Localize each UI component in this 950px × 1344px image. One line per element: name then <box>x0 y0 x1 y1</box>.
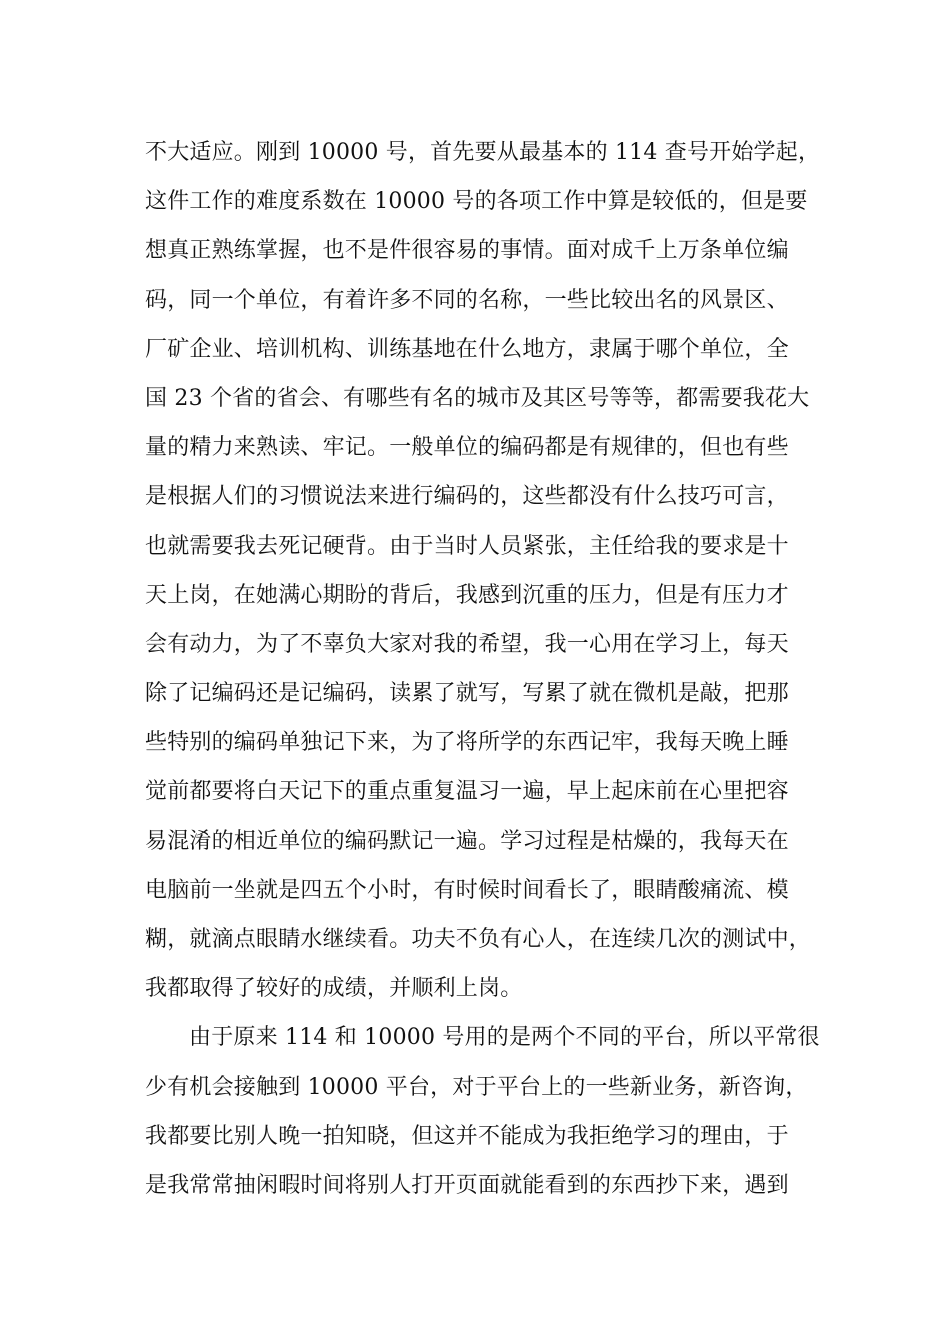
text-line: 也就需要我去死记硬背。由于当时人员紧张，主任给我的要求是十 <box>145 533 789 559</box>
text-line: 我都要比别人晚一拍知晓，但这并不能成为我拒绝学习的理由，于 <box>145 1123 789 1149</box>
text-line: 些特别的编码单独记下来，为了将所学的东西记牢，我每天晚上睡 <box>145 730 789 756</box>
text-line: 除了记编码还是记编码，读累了就写，写累了就在微机是敲，把那 <box>145 681 789 707</box>
text-line: 厂矿企业、培训机构、训练基地在什么地方，隶属于哪个单位，全 <box>145 336 789 362</box>
paragraph-1 <box>145 128 835 1013</box>
text-line: 是根据人们的习惯说法来进行编码的，这些都没有什么技巧可言， <box>145 484 789 510</box>
text-line: 由于原来 114 和 10000 号用的是两个不同的平台，所以平常很 <box>189 1025 820 1051</box>
text-line: 糊，就滴点眼睛水继续看。功夫不负有心人，在连续几次的测试中， <box>145 927 812 952</box>
text-line: 量的精力来熟读、牢记。一般单位的编码都是有规律的，但也有些 <box>145 435 789 461</box>
paragraph-2 <box>145 1013 835 1210</box>
text-line: 不大适应。刚到 10000 号，首先要从最基本的 114 查号开始学起， <box>145 140 821 165</box>
text-line: 觉前都要将白天记下的重点重复温习一遍，早上起床前在心里把容 <box>145 779 789 805</box>
text-line: 电脑前一坐就是四五个小时，有时候时间看长了，眼睛酸痛流、模 <box>145 877 789 903</box>
text-line: 会有动力，为了不辜负大家对我的希望，我一心用在学习上，每天 <box>145 631 789 657</box>
text-line: 这件工作的难度系数在 10000 号的各项工作中算是较低的，但是要 <box>145 189 808 215</box>
text-line: 少有机会接触到 10000 平台，对于平台上的一些新业务，新咨询， <box>145 1074 808 1100</box>
text-line: 想真正熟练掌握，也不是件很容易的事情。面对成千上万条单位编 <box>145 238 789 264</box>
document-body <box>145 128 835 1210</box>
text-line: 是我常常抽闲暇时间将别人打开页面就能看到的东西抄下来，遇到 <box>145 1172 789 1198</box>
text-line: 国 23 个省的省会、有哪些有名的城市及其区号等等，都需要我花大 <box>145 385 810 411</box>
text-line: 码，同一个单位，有着许多不同的名称，一些比较出名的风景区、 <box>145 287 789 313</box>
text-line: 易混淆的相近单位的编码默记一遍。学习过程是枯燥的，我每天在 <box>145 828 789 854</box>
text-line: 天上岗，在她满心期盼的背后，我感到沉重的压力，但是有压力才 <box>145 582 789 608</box>
text-line: 我都取得了较好的成绩，并顺利上岗。 <box>145 976 523 1002</box>
